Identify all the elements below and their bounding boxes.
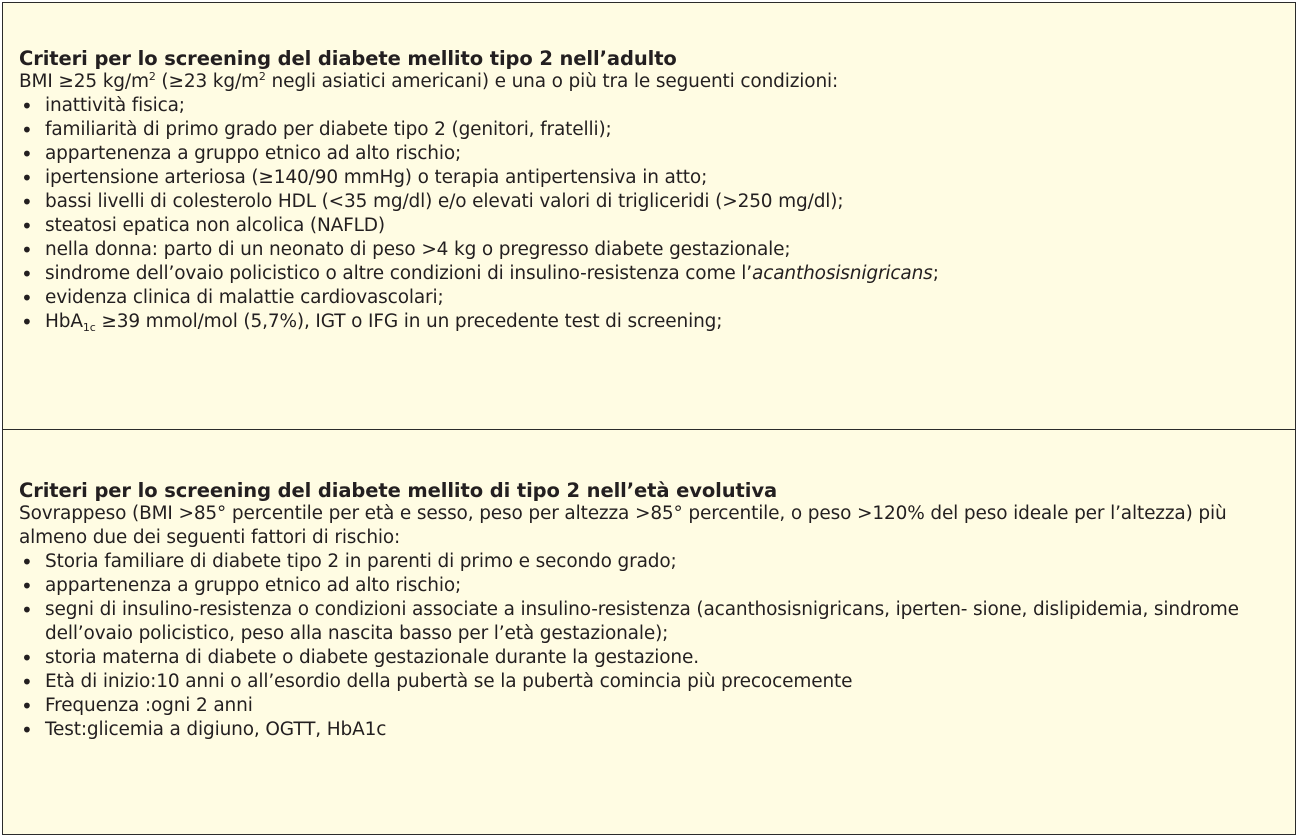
youth-screening-section [3, 429, 1295, 834]
list-item: • Frequenza :ogni 2 anni [19, 694, 1281, 718]
list-item: • appartenenza a gruppo etnico ad alto rischio; [19, 142, 1281, 166]
intro-asian-text: (≥23 kg/m [155, 71, 259, 92]
hba1c-subscript: 1c [82, 321, 96, 334]
list-item [19, 262, 1281, 286]
acanthosis-term: acanthosisnigricans [752, 263, 933, 284]
adult-section-title: Criteri per lo screening del diabete mellito tipo 2 nell’adulto [19, 47, 677, 70]
screening-criteria-table [2, 2, 1296, 835]
intro-superscript: 2 [258, 70, 266, 83]
adult-criteria-list [19, 94, 1281, 334]
hba1c-label: HbA [45, 311, 83, 332]
list-item: • ipertensione arteriosa (≥140/90 mmHg) o terapia antipertensiva in atto; [19, 166, 1281, 190]
list-item: • appartenenza a gruppo etnico ad alto rischio; [19, 574, 1281, 598]
intro-bmi-text: BMI ≥25 kg/m [19, 71, 149, 92]
list-item: • inattività fisica; [19, 94, 1281, 118]
hba1c-item-text: ≥39 mmol/mol (5,7%), IGT o IFG in un precedente test di screening; [95, 311, 723, 332]
youth-section-title: Criteri per lo screening del diabete mellito di tipo 2 nell’età evolutiva [19, 479, 778, 502]
list-item: • bassi livelli di colesterolo HDL (<35 mg/dl) e/o elevati valori di trigliceridi (>250 mg/dl); [19, 190, 1281, 214]
acanthosis-item-end: ; [932, 263, 939, 284]
list-item [19, 310, 1281, 334]
list-item: • Età di inizio:10 anni o all’esordio della pubertà se la pubertà comincia più precocemente [19, 670, 1281, 694]
adult-section-intro [19, 70, 1281, 94]
list-item: • Storia familiare di diabete tipo 2 in parenti di primo e secondo grado; [19, 550, 1281, 574]
list-item: • nella donna: parto di un neonato di peso >4 kg o pregresso diabete gestazionale; [19, 238, 1281, 262]
intro-superscript: 2 [148, 70, 156, 83]
youth-section-intro: Sovrappeso (BMI >85° percentile per età e sesso, peso per altezza >85° percentile, o peso >120% del peso ideale per l’altezza) più almeno due dei seguenti fattori di rischio: [19, 503, 1227, 548]
list-item: • evidenza clinica di malattie cardiovascolari; [19, 286, 1281, 310]
list-item: • segni di insulino-resistenza o condizioni associate a insulino-resistenza (acanthosisnigricans, iperten- sione, dislipidemia, sindrome dell’ovaio policistico, peso alla nascita basso per l’età gestazionale); [19, 598, 1281, 646]
intro-conditions-text: negli asiatici americani) e una o più tra le seguenti condizioni: [265, 71, 839, 92]
list-item: • storia materna di diabete o diabete gestazionale durante la gestazione. [19, 646, 1281, 670]
acanthosis-item-text: sindrome dell’ovaio policistico o altre condizioni di insulino-resistenza come l’ [45, 263, 753, 284]
list-item: • Test:glicemia a digiuno, OGTT, HbA1c [19, 718, 1281, 742]
list-item: • steatosi epatica non alcolica (NAFLD) [19, 214, 1281, 238]
youth-criteria-list [19, 550, 1281, 742]
list-item: • familiarità di primo grado per diabete tipo 2 (genitori, fratelli); [19, 118, 1281, 142]
adult-screening-section [3, 3, 1295, 429]
